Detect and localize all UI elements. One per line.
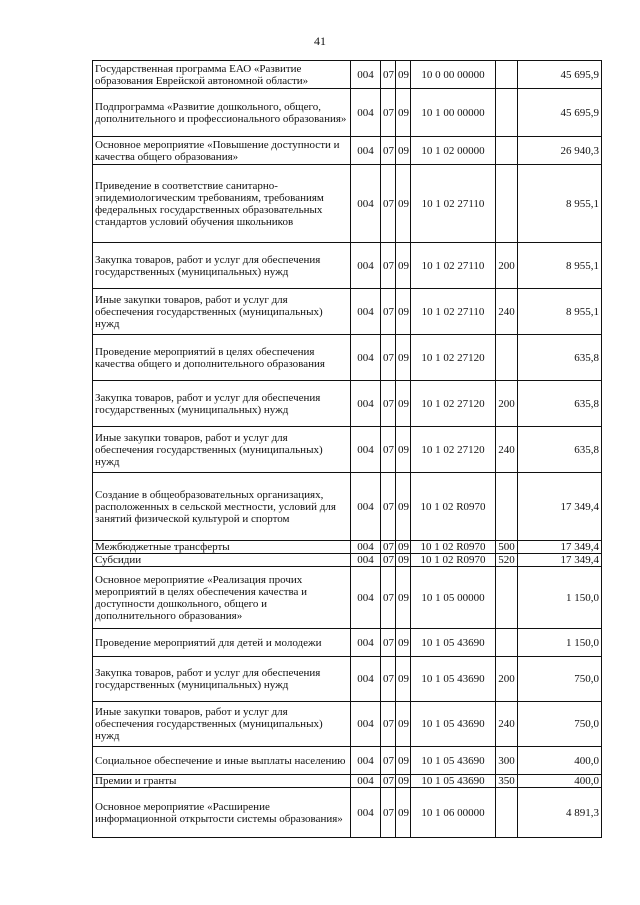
expense-type-code: 240: [496, 702, 518, 747]
target-article-code: 10 1 02 27110: [411, 289, 496, 335]
section-code: 07: [381, 629, 396, 657]
row-name: Проведение мероприятий в целях обеспечения качества общего и дополнительного образования: [93, 335, 351, 381]
target-article-code: 10 1 02 27110: [411, 243, 496, 289]
table-row: [93, 747, 602, 775]
amount: 750,0: [518, 657, 602, 702]
amount: 635,8: [518, 381, 602, 427]
subsection-code: 09: [396, 788, 411, 838]
amount: 400,0: [518, 747, 602, 775]
table-row: [93, 702, 602, 747]
section-code: 07: [381, 137, 396, 165]
amount: 26 940,3: [518, 137, 602, 165]
subsection-code: 09: [396, 427, 411, 473]
ministry-code: 004: [351, 243, 381, 289]
expense-type-code: [496, 788, 518, 838]
table-row: [93, 137, 602, 165]
amount: 17 349,4: [518, 541, 602, 554]
ministry-code: 004: [351, 289, 381, 335]
section-code: 07: [381, 381, 396, 427]
target-article-code: 10 0 00 00000: [411, 61, 496, 89]
ministry-code: 004: [351, 165, 381, 243]
subsection-code: 09: [396, 335, 411, 381]
expense-type-code: 240: [496, 427, 518, 473]
amount: 400,0: [518, 775, 602, 788]
expense-type-code: [496, 137, 518, 165]
expense-type-code: 200: [496, 381, 518, 427]
amount: 8 955,1: [518, 289, 602, 335]
ministry-code: 004: [351, 427, 381, 473]
section-code: 07: [381, 89, 396, 137]
ministry-code: 004: [351, 747, 381, 775]
table-row: [93, 554, 602, 567]
table-row: [93, 657, 602, 702]
subsection-code: 09: [396, 747, 411, 775]
ministry-code: 004: [351, 657, 381, 702]
subsection-code: 09: [396, 629, 411, 657]
table-row: [93, 243, 602, 289]
ministry-code: 004: [351, 554, 381, 567]
row-name: Иные закупки товаров, работ и услуг для обеспечения государственных (муниципальных) нужд: [93, 702, 351, 747]
subsection-code: 09: [396, 702, 411, 747]
row-name: Иные закупки товаров, работ и услуг для обеспечения государственных (муниципальных) нужд: [93, 427, 351, 473]
subsection-code: 09: [396, 89, 411, 137]
expense-type-code: [496, 165, 518, 243]
target-article-code: 10 1 02 00000: [411, 137, 496, 165]
target-article-code: 10 1 06 00000: [411, 788, 496, 838]
section-code: 07: [381, 335, 396, 381]
budget-table: [92, 60, 602, 838]
ministry-code: 004: [351, 567, 381, 629]
ministry-code: 004: [351, 541, 381, 554]
table-row: [93, 427, 602, 473]
subsection-code: 09: [396, 657, 411, 702]
table-row: [93, 61, 602, 89]
section-code: 07: [381, 657, 396, 702]
table-row: [93, 289, 602, 335]
subsection-code: 09: [396, 473, 411, 541]
section-code: 07: [381, 61, 396, 89]
amount: 750,0: [518, 702, 602, 747]
table-row: [93, 788, 602, 838]
row-name: Подпрограмма «Развитие дошкольного, общего, дополнительного и профессионального образования»: [93, 89, 351, 137]
ministry-code: 004: [351, 137, 381, 165]
target-article-code: 10 1 02 27120: [411, 335, 496, 381]
section-code: 07: [381, 427, 396, 473]
target-article-code: 10 1 02 27110: [411, 165, 496, 243]
target-article-code: 10 1 02 R0970: [411, 541, 496, 554]
subsection-code: 09: [396, 289, 411, 335]
amount: 45 695,9: [518, 61, 602, 89]
target-article-code: 10 1 05 43690: [411, 702, 496, 747]
section-code: 07: [381, 165, 396, 243]
expense-type-code: [496, 335, 518, 381]
row-name: Закупка товаров, работ и услуг для обеспечения государственных (муниципальных) нужд: [93, 381, 351, 427]
ministry-code: 004: [351, 61, 381, 89]
subsection-code: 09: [396, 541, 411, 554]
section-code: 07: [381, 243, 396, 289]
subsection-code: 09: [396, 381, 411, 427]
row-name: Межбюджетные трансферты: [93, 541, 351, 554]
amount: 45 695,9: [518, 89, 602, 137]
amount: 17 349,4: [518, 554, 602, 567]
expense-type-code: [496, 629, 518, 657]
expense-type-code: [496, 61, 518, 89]
section-code: 07: [381, 702, 396, 747]
subsection-code: 09: [396, 165, 411, 243]
section-code: 07: [381, 473, 396, 541]
table-row: [93, 165, 602, 243]
page-number: 41: [314, 34, 326, 48]
row-name: Основное мероприятие «Расширение информационной открытости системы образования»: [93, 788, 351, 838]
expense-type-code: 200: [496, 657, 518, 702]
section-code: 07: [381, 747, 396, 775]
expense-type-code: 500: [496, 541, 518, 554]
table-row: [93, 89, 602, 137]
target-article-code: 10 1 02 R0970: [411, 554, 496, 567]
target-article-code: 10 1 02 R0970: [411, 473, 496, 541]
row-name: Приведение в соответствие санитарно-эпидемиологическим требованиям, требованиям федеральных государственных образовательных стандартов условий обучения школьников: [93, 165, 351, 243]
section-code: 07: [381, 775, 396, 788]
amount: 1 150,0: [518, 567, 602, 629]
expense-type-code: [496, 89, 518, 137]
row-name: Государственная программа ЕАО «Развитие образования Еврейской автономной области»: [93, 61, 351, 89]
table-row: [93, 335, 602, 381]
table-row: [93, 541, 602, 554]
ministry-code: 004: [351, 335, 381, 381]
section-code: 07: [381, 541, 396, 554]
expense-type-code: 240: [496, 289, 518, 335]
amount: 4 891,3: [518, 788, 602, 838]
ministry-code: 004: [351, 788, 381, 838]
target-article-code: 10 1 02 27120: [411, 381, 496, 427]
expense-type-code: 520: [496, 554, 518, 567]
expense-type-code: [496, 567, 518, 629]
row-name: Субсидии: [93, 554, 351, 567]
target-article-code: 10 1 05 43690: [411, 747, 496, 775]
table-row: [93, 473, 602, 541]
section-code: 07: [381, 289, 396, 335]
target-article-code: 10 1 02 27120: [411, 427, 496, 473]
row-name: Закупка товаров, работ и услуг для обеспечения государственных (муниципальных) нужд: [93, 657, 351, 702]
table-row: [93, 381, 602, 427]
expense-type-code: 350: [496, 775, 518, 788]
section-code: 07: [381, 554, 396, 567]
amount: 8 955,1: [518, 165, 602, 243]
subsection-code: 09: [396, 243, 411, 289]
row-name: Закупка товаров, работ и услуг для обеспечения государственных (муниципальных) нужд: [93, 243, 351, 289]
row-name: Проведение мероприятий для детей и молодежи: [93, 629, 351, 657]
row-name: Создание в общеобразовательных организациях, расположенных в сельской местности, условий для занятий физической культурой и спортом: [93, 473, 351, 541]
amount: 8 955,1: [518, 243, 602, 289]
row-name: Социальное обеспечение и иные выплаты населению: [93, 747, 351, 775]
table-row: [93, 567, 602, 629]
table-row: [93, 775, 602, 788]
subsection-code: 09: [396, 61, 411, 89]
target-article-code: 10 1 05 43690: [411, 629, 496, 657]
expense-type-code: [496, 473, 518, 541]
table-row: [93, 629, 602, 657]
ministry-code: 004: [351, 702, 381, 747]
amount: 17 349,4: [518, 473, 602, 541]
ministry-code: 004: [351, 381, 381, 427]
subsection-code: 09: [396, 567, 411, 629]
target-article-code: 10 1 05 43690: [411, 775, 496, 788]
ministry-code: 004: [351, 629, 381, 657]
target-article-code: 10 1 05 43690: [411, 657, 496, 702]
row-name: Основное мероприятие «Повышение доступности и качества общего образования»: [93, 137, 351, 165]
ministry-code: 004: [351, 775, 381, 788]
amount: 635,8: [518, 335, 602, 381]
row-name: Премии и гранты: [93, 775, 351, 788]
section-code: 07: [381, 788, 396, 838]
table-body: [93, 61, 602, 838]
expense-type-code: 300: [496, 747, 518, 775]
expense-type-code: 200: [496, 243, 518, 289]
amount: 635,8: [518, 427, 602, 473]
ministry-code: 004: [351, 473, 381, 541]
subsection-code: 09: [396, 137, 411, 165]
target-article-code: 10 1 00 00000: [411, 89, 496, 137]
ministry-code: 004: [351, 89, 381, 137]
amount: 1 150,0: [518, 629, 602, 657]
row-name: Иные закупки товаров, работ и услуг для обеспечения государственных (муниципальных) нужд: [93, 289, 351, 335]
target-article-code: 10 1 05 00000: [411, 567, 496, 629]
section-code: 07: [381, 567, 396, 629]
subsection-code: 09: [396, 775, 411, 788]
row-name: Основное мероприятие «Реализация прочих мероприятий в целях обеспечения качества и доступности дошкольного, общего и дополнительного образования»: [93, 567, 351, 629]
subsection-code: 09: [396, 554, 411, 567]
